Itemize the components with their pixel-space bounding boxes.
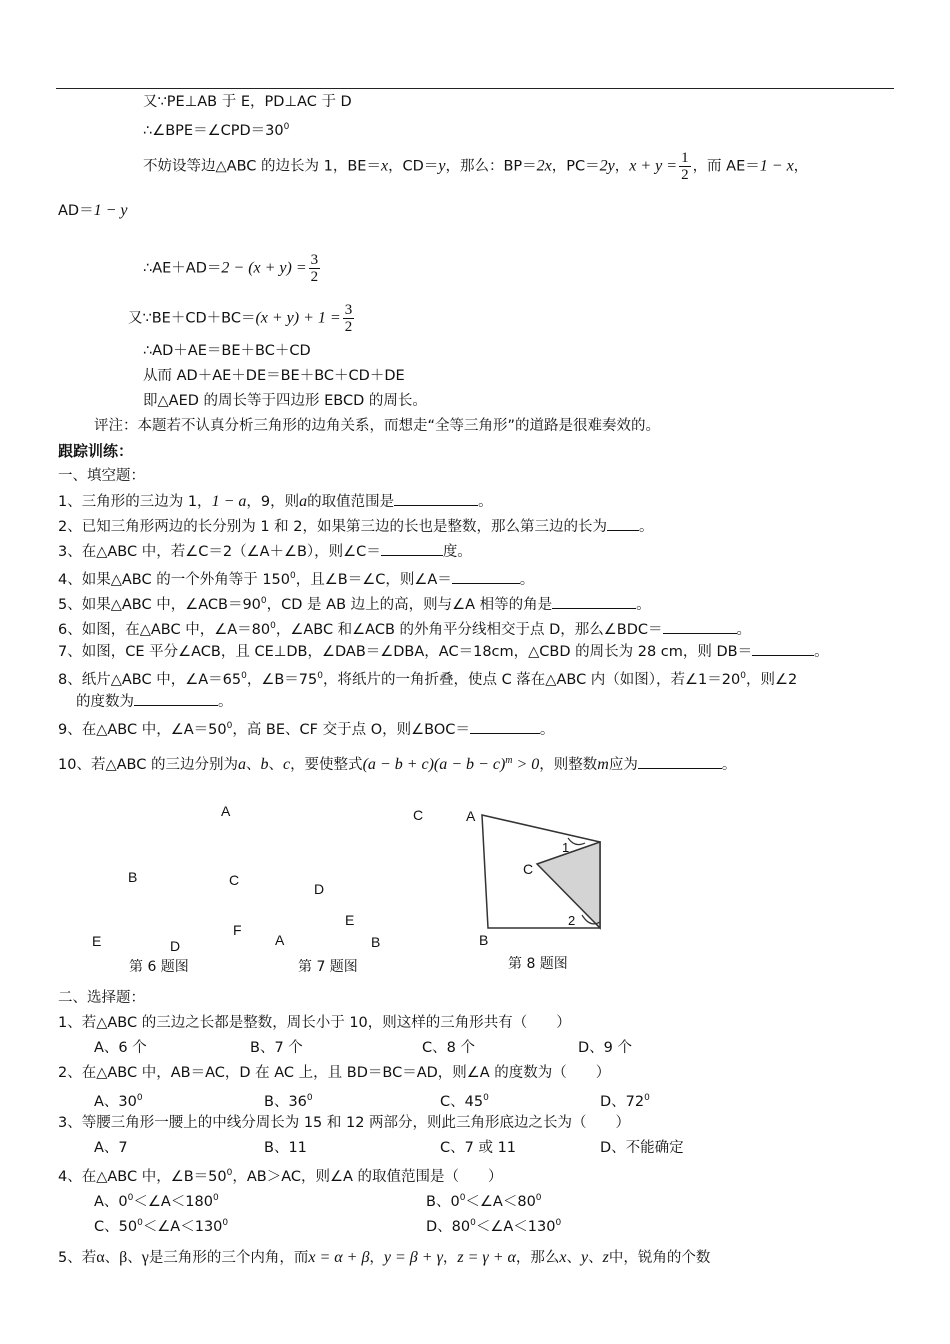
math-expr: (x + y) + 1 = <box>255 309 341 327</box>
choice-q1-opt-a[interactable]: A、6 个 <box>94 1040 147 1056</box>
fig8-caption: 第 8 题图 <box>508 956 568 972</box>
text: D、80 <box>426 1218 471 1235</box>
text: ，那么 <box>515 1250 560 1266</box>
text: 。 <box>218 694 233 710</box>
choice-q3-opt-c[interactable]: C、7 或 11 <box>440 1140 517 1156</box>
text: D、72 <box>600 1093 645 1110</box>
text: 度。 <box>442 544 472 560</box>
fig7-label-c: C <box>413 807 424 823</box>
degree-mark: 0 <box>644 1093 650 1103</box>
text: ，CD 是 AB 边上的高，则与∠A 相等的角是 <box>266 596 553 613</box>
text: 的取值范围是 <box>307 494 395 510</box>
fill-q8-cont <box>76 691 233 712</box>
choice-q5 <box>58 1248 710 1268</box>
text: 10、若△ABC 的三边分别为 <box>58 756 238 773</box>
text: 。 <box>519 571 535 588</box>
math-2x: 2x <box>536 157 552 175</box>
choice-q1-opt-c[interactable]: C、8 个 <box>422 1040 475 1056</box>
answer-blank[interactable] <box>470 719 540 734</box>
math-y: y <box>438 157 446 175</box>
text: ，CD＝ <box>388 158 439 175</box>
text: A、0 <box>94 1193 128 1210</box>
fig7-label-a: A <box>275 932 285 948</box>
fill-q6 <box>58 616 751 640</box>
text: 。 <box>721 756 737 773</box>
degree-mark: 0 <box>222 1218 229 1228</box>
fig7-label-f: F <box>233 922 242 938</box>
degree-mark: 0 <box>306 1093 313 1103</box>
header-rule <box>56 88 894 89</box>
degree-mark: 0 <box>226 721 233 731</box>
text: 。 <box>736 621 752 638</box>
degree-mark: 0 <box>290 571 296 581</box>
math-m: m <box>597 755 609 773</box>
proof-line-2 <box>143 117 289 141</box>
text: 应为 <box>608 756 638 773</box>
numerator: 1 <box>681 150 689 166</box>
degree-mark: 0 <box>740 671 746 681</box>
text: B、0 <box>426 1193 460 1210</box>
fill-q9 <box>58 716 554 740</box>
text: ，那么：BP＝ <box>445 158 537 175</box>
denominator: 2 <box>310 269 319 285</box>
fig6-label-b: B <box>128 869 138 885</box>
text: ，则整数 <box>539 756 598 773</box>
degree-mark: 0 <box>260 596 267 606</box>
text: 6、如图，在△ABC 中，∠A＝80 <box>58 621 271 638</box>
answer-blank[interactable] <box>134 691 218 706</box>
text: 、 <box>566 1250 582 1266</box>
proof-line-5 <box>143 252 322 285</box>
choice-q4-opt-a[interactable] <box>94 1188 219 1212</box>
text: ， <box>793 158 809 175</box>
text: 又∵BE＋CD＋BC＝ <box>128 310 256 327</box>
degree-mark: 0 <box>136 1093 143 1103</box>
choice-q2-opt-a[interactable] <box>94 1088 143 1112</box>
text: ，PC＝ <box>551 158 600 175</box>
text: ，而 AE＝ <box>692 158 760 175</box>
choice-q2-opt-d[interactable] <box>600 1088 650 1112</box>
choice-q3-opt-a[interactable]: A、7 <box>94 1140 128 1156</box>
fig7-label-e: E <box>345 912 355 928</box>
denominator: 2 <box>344 319 353 335</box>
text: 8、纸片△ABC 中，∠A＝65 <box>58 671 242 688</box>
degree-mark: 0 <box>213 1193 219 1203</box>
text: 5、若 <box>58 1250 97 1266</box>
fig8-label-c: C <box>523 861 534 877</box>
math-gt-zero: > 0 <box>512 755 540 773</box>
math-x-def: x = α + β <box>308 1249 370 1266</box>
math-z-def: z = γ + α <box>457 1249 516 1266</box>
text: 不妨设等边△ABC 的边长为 1，BE＝ <box>143 158 381 175</box>
text: ∴AE＋AD＝ <box>143 260 222 277</box>
choice-q3: 3、等腰三角形一腰上的中线分周长为 15 和 12 两部分，则此三角形底边之长为（ ） <box>58 1115 631 1131</box>
math-beta: β <box>119 1249 128 1266</box>
fig6-label-d: D <box>170 938 181 954</box>
choice-q4-opt-c[interactable] <box>94 1213 228 1237</box>
text: 4、如果△ABC 的一个外角等于 150 <box>58 571 291 588</box>
degree-mark: 0 <box>127 1193 134 1203</box>
proof-line-6 <box>128 302 356 335</box>
answer-blank[interactable] <box>394 491 478 506</box>
fig6-caption: 第 6 题图 <box>129 959 189 975</box>
text: 的度数为 <box>76 694 134 710</box>
text: ， <box>369 1250 384 1266</box>
section-title: 跟踪训练： <box>58 442 134 460</box>
numerator: 3 <box>310 252 319 268</box>
degree-mark: 0 <box>555 1218 562 1228</box>
text: ＜∠A＜130 <box>475 1218 556 1235</box>
answer-blank[interactable] <box>638 754 722 769</box>
text: 1、三角形的三边为 1， <box>58 494 212 510</box>
math-z: z <box>602 1249 609 1266</box>
fraction-three-halves <box>343 302 355 335</box>
math-alpha: α <box>96 1249 105 1266</box>
math-exponent-m: m <box>505 755 513 766</box>
proof-line-7: ∴AD＋AE＝BE＋BC＋CD <box>143 343 311 359</box>
text: 。 <box>478 494 493 510</box>
text: 5、如果△ABC 中，∠ACB＝90 <box>58 596 261 613</box>
text: ＜∠A＜80 <box>465 1193 536 1210</box>
text: A、30 <box>94 1093 137 1110</box>
text: 4、在△ABC 中，∠B＝50 <box>58 1168 227 1185</box>
text: 是三角形的三个内角，而 <box>148 1250 309 1266</box>
math-1-minus-y: 1 − y <box>93 202 128 219</box>
choice-q3-opt-d[interactable]: D、不能确定 <box>600 1140 684 1156</box>
fig6-label-c: C <box>229 872 240 888</box>
proof-line-8: 从而 AD＋AE＋DE＝BE＋BC＋CD＋DE <box>143 368 405 384</box>
fill-q1 <box>58 491 493 512</box>
math-y-def: y = β + γ <box>383 1249 443 1266</box>
text: 、 <box>104 1250 120 1266</box>
fraction-three-halves <box>309 252 321 285</box>
math-gamma: γ <box>141 1249 149 1266</box>
math-y: y <box>581 1249 589 1266</box>
degree-mark: 0 <box>137 1218 143 1228</box>
fill-q8 <box>58 666 797 690</box>
text: 、 <box>588 1250 603 1266</box>
math-x: x <box>559 1249 567 1266</box>
proof-line-4 <box>58 201 128 221</box>
text: ，且∠B＝∠C，则∠A＝ <box>295 571 452 588</box>
fill-heading: 一、填空题： <box>58 468 145 484</box>
text: ，则∠2 <box>745 671 798 688</box>
choice-q2: 2、在△ABC 中，AB＝AC，D 在 AC 上，且 BD＝BC＝AD，则∠A 的度数为（ ） <box>58 1065 611 1081</box>
text: ，∠B＝75 <box>246 671 318 688</box>
text: C、45 <box>440 1093 484 1110</box>
choice-q2-opt-b[interactable] <box>264 1088 313 1112</box>
fill-q4 <box>58 566 534 590</box>
choice-heading: 二、选择题： <box>58 990 145 1006</box>
text: C、50 <box>94 1218 138 1235</box>
text: 、 <box>245 756 261 773</box>
answer-blank[interactable] <box>452 569 520 584</box>
fill-q10 <box>58 751 736 775</box>
math-1-minus-x: 1 − x <box>759 157 794 175</box>
denominator: 2 <box>681 167 689 183</box>
fig7-label-d: D <box>314 881 325 897</box>
choice-q2-opt-c[interactable] <box>440 1088 489 1112</box>
fig8-angle-1-arc <box>568 838 585 845</box>
degree-mark: 0 <box>317 671 323 681</box>
math-a: a <box>299 493 308 510</box>
math-a: a <box>237 755 246 773</box>
choice-q4 <box>58 1163 503 1187</box>
fig8-label-1: 1 <box>562 840 570 855</box>
fill-q7 <box>58 641 829 662</box>
math-expr: (a − b + c)(a − b − c) <box>362 755 506 773</box>
text: ，高 BE、CF 交于点 O，则∠BOC＝ <box>232 721 470 738</box>
fig8-label-2: 2 <box>568 913 576 928</box>
text: 、 <box>127 1250 142 1266</box>
text: 7、如图，CE 平分∠ACB，且 CE⊥DB，∠DAB＝∠DBA，AC＝18cm，△CBD 的周长为 28 cm，则 DB＝ <box>58 644 753 660</box>
proof-comment: 评注：本题若不认真分析三角形的边角关系，而想走“全等三角形”的道路是很难奏效的。 <box>94 418 661 434</box>
choice-q1-opt-d[interactable]: D、9 个 <box>578 1040 632 1056</box>
text: 。 <box>639 519 654 535</box>
text: 2、已知三角形两边的长分别为 1 和 2，如果第三边的长也是整数，那么第三边的长为 <box>58 519 608 535</box>
text: ＜∠A＜180 <box>133 1193 213 1210</box>
text: ， <box>442 1250 458 1266</box>
text: AD＝ <box>58 203 94 219</box>
text: ，∠ABC 和∠ACB 的外角平分线相交于点 D，那么∠BDC＝ <box>275 621 663 638</box>
text: 。 <box>636 596 651 613</box>
text: 。 <box>814 644 829 660</box>
degree-mark: 0 <box>241 671 247 681</box>
math-expr: 2 − (x + y) = <box>221 259 307 277</box>
math-x: x <box>380 157 389 175</box>
text: 9、在△ABC 中，∠A＝50 <box>58 721 227 738</box>
numerator: 3 <box>344 302 353 318</box>
degree-mark: 0 <box>226 1168 233 1178</box>
proof-line-3 <box>143 150 808 183</box>
fig8-diagram <box>460 800 620 950</box>
fill-q5 <box>58 591 651 615</box>
degree-mark: 0 <box>535 1193 542 1203</box>
math-c: c <box>282 755 291 773</box>
text: 中，锐角的个数 <box>608 1250 711 1266</box>
text: ，AB＞AC，则∠A 的取值范围是（ ） <box>232 1168 503 1185</box>
degree-mark: 0 <box>283 122 290 132</box>
degree-mark: 0 <box>483 1093 489 1103</box>
proof-line-9: 即△AED 的周长等于四边形 EBCD 的周长。 <box>143 393 427 409</box>
choice-q4-opt-d[interactable] <box>426 1213 561 1237</box>
text: 3、在△ABC 中，若∠C＝2（∠A＋∠B），则∠C＝ <box>58 544 381 560</box>
text: 。 <box>539 721 555 738</box>
choice-q4-opt-b[interactable] <box>426 1188 542 1212</box>
degree-mark: 0 <box>270 621 276 631</box>
math-x-plus-y: x + y = <box>629 157 678 175</box>
fig6-label-e: E <box>92 933 102 949</box>
answer-blank[interactable] <box>663 619 737 634</box>
text: ，要使整式 <box>290 756 363 773</box>
text: ，9，则 <box>246 494 300 510</box>
text: 、 <box>268 756 283 773</box>
answer-blank[interactable] <box>381 541 443 556</box>
math-2y: 2y <box>599 157 615 175</box>
fig8-label-b: B <box>479 932 489 948</box>
degree-mark: 0 <box>470 1218 476 1228</box>
text: ，将纸片的一角折叠，使点 C 落在△ABC 内（如图），若∠1＝20 <box>322 671 741 688</box>
answer-blank[interactable] <box>607 516 639 531</box>
fill-q3 <box>58 541 472 562</box>
fig6-label-a: A <box>221 803 231 819</box>
fraction-one-half <box>679 150 691 183</box>
math-b: b <box>260 755 269 773</box>
choice-q3-opt-b[interactable]: B、11 <box>264 1140 307 1156</box>
text: ＜∠A＜130 <box>142 1218 223 1235</box>
choice-q1-opt-b[interactable]: B、7 个 <box>250 1040 303 1056</box>
choice-q1: 1、若△ABC 的三边之长都是整数，周长小于 10，则这样的三角形共有（ ） <box>58 1015 571 1031</box>
text: ， <box>614 158 630 175</box>
proof-line-1: 又∵PE⊥AB 于 E，PD⊥AC 于 D <box>143 94 352 110</box>
math-expr: 1 − a <box>211 493 247 510</box>
fig7-label-b: B <box>371 934 381 950</box>
fig8-label-a: A <box>466 808 476 824</box>
proof-line-2-text: ∴∠BPE＝∠CPD＝30 <box>143 122 284 139</box>
fill-q2 <box>58 516 654 537</box>
text: B、36 <box>264 1093 307 1110</box>
fig7-caption: 第 7 题图 <box>298 959 358 975</box>
degree-mark: 0 <box>459 1193 466 1203</box>
answer-blank[interactable] <box>552 594 636 609</box>
answer-blank[interactable] <box>752 641 814 656</box>
